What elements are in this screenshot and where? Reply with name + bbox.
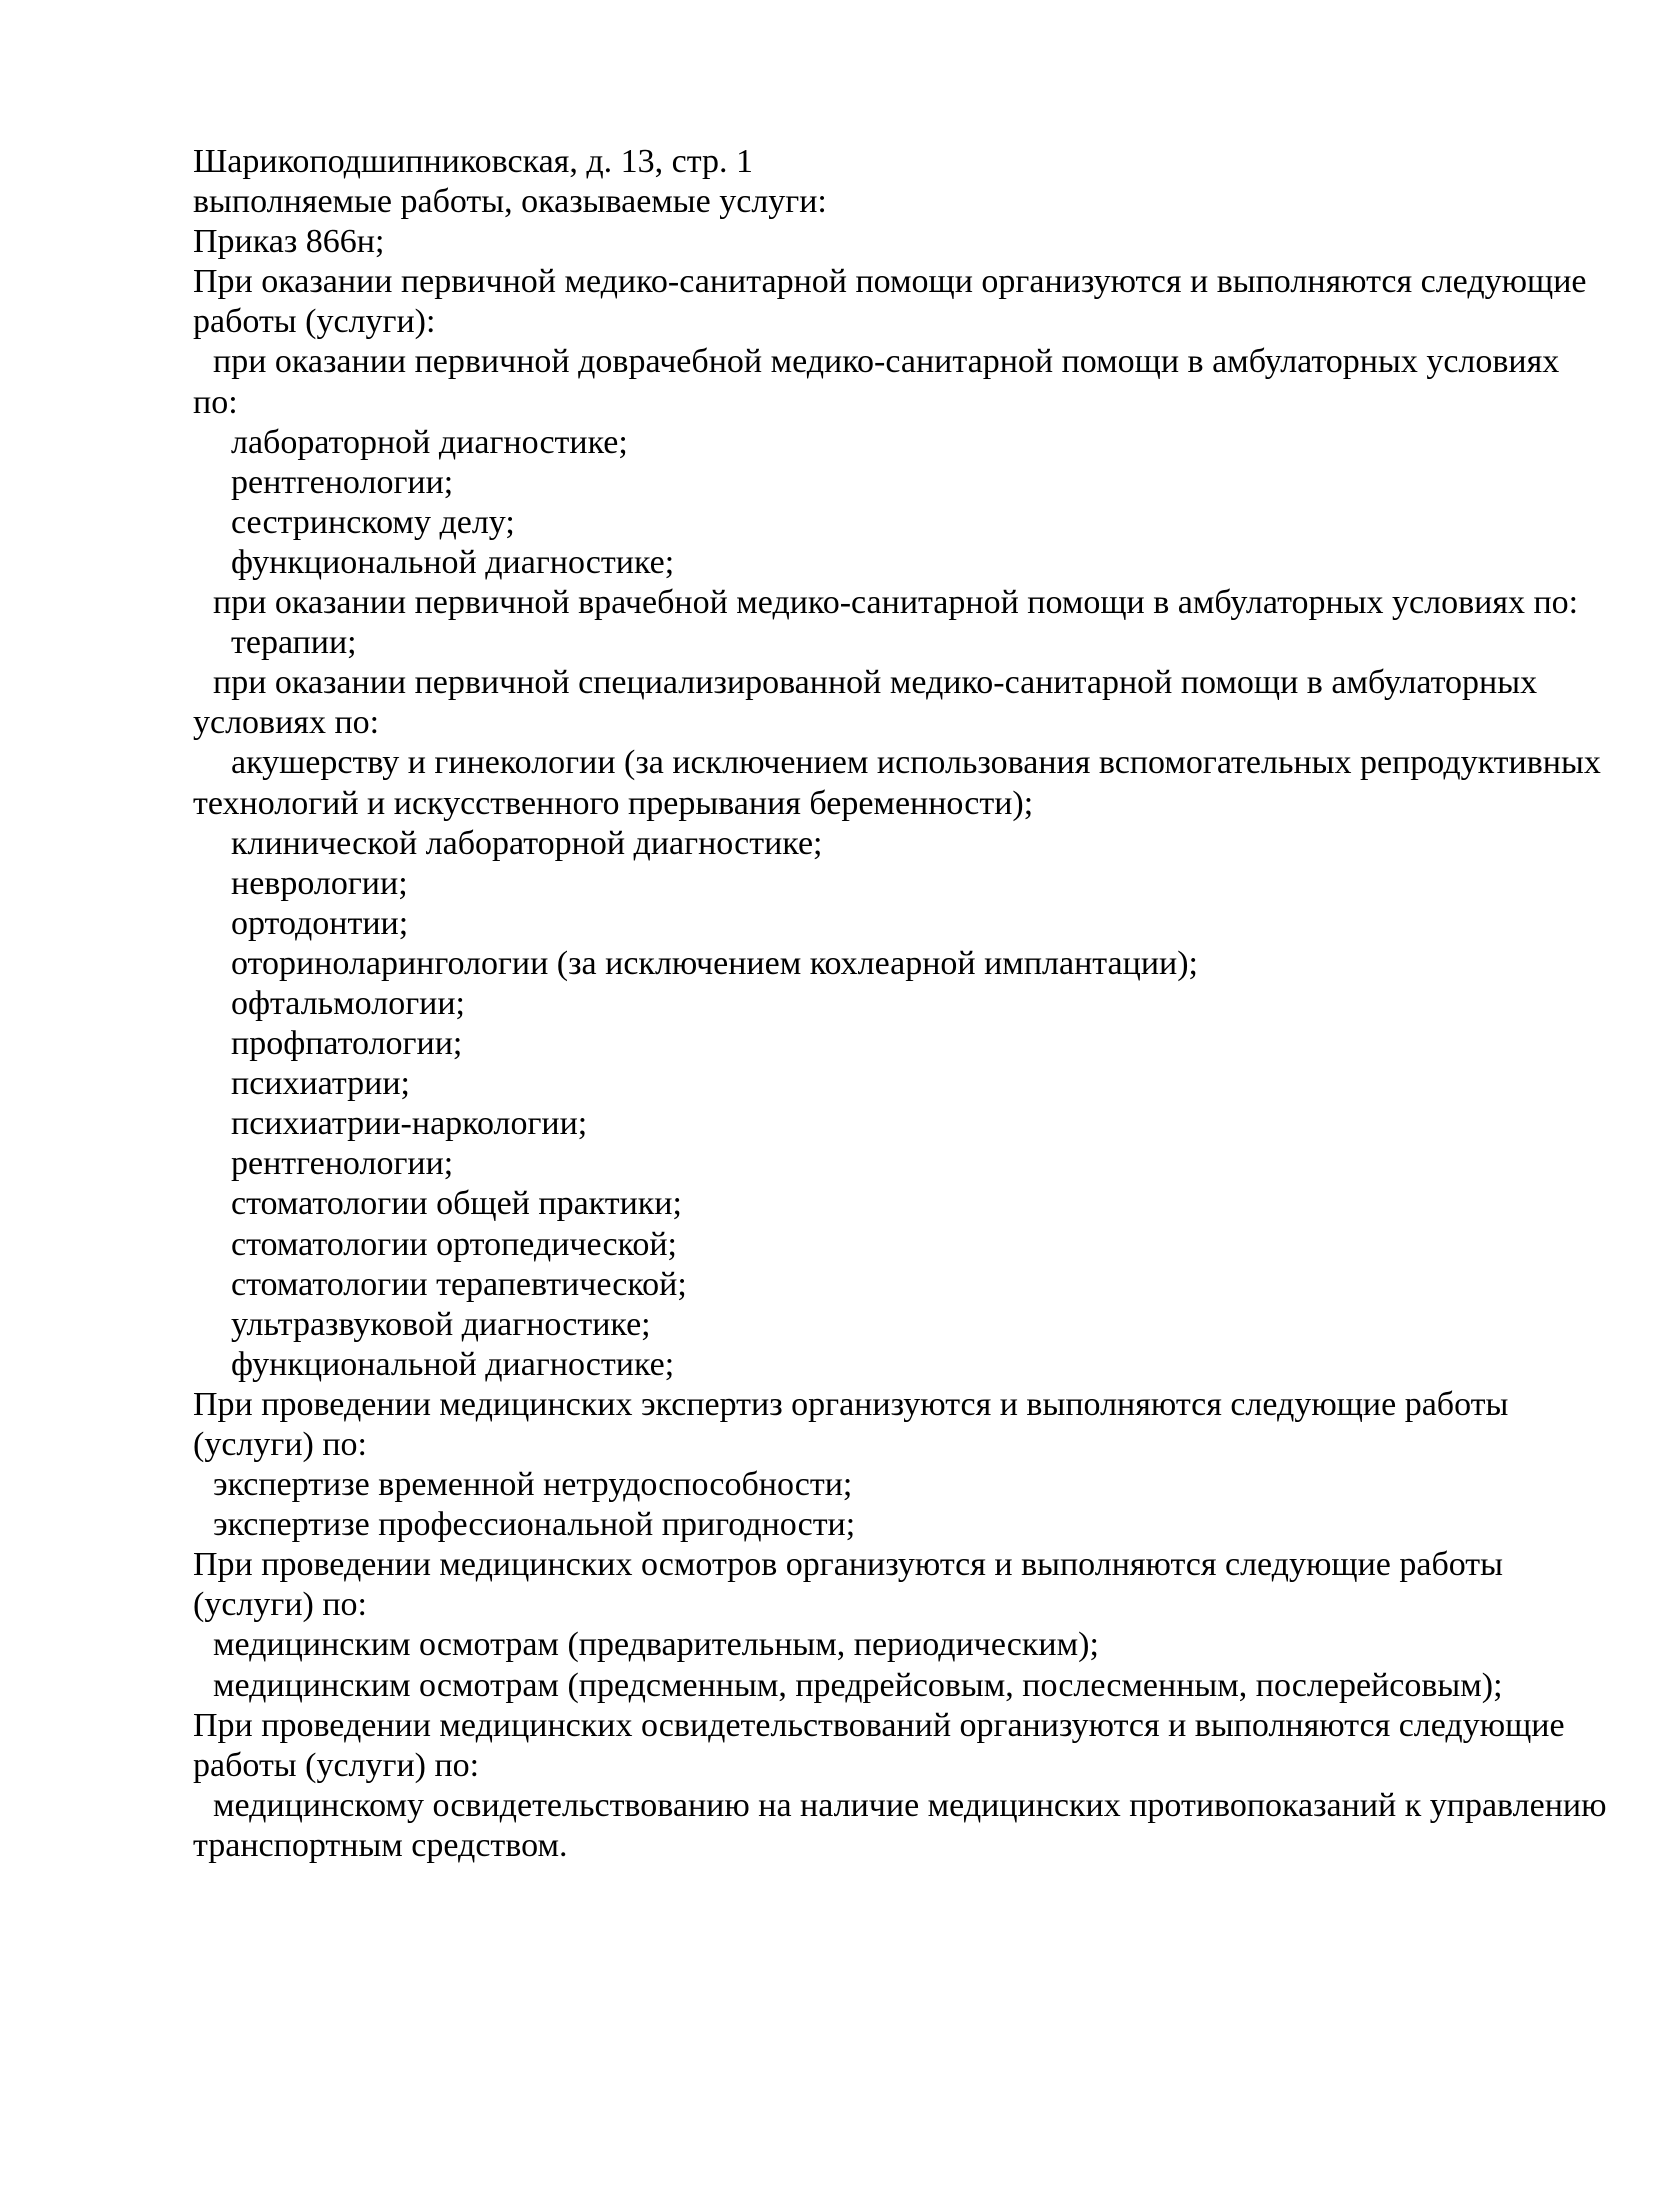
document-line: При оказании первичной медико-санитарной помощи организуются и выполняются следующие [193, 263, 1587, 301]
document-line: экспертизе профессиональной пригодности; [213, 1506, 856, 1544]
document-line: лабораторной диагностике; [231, 423, 628, 461]
license-services-text [193, 142, 1623, 1866]
document-line: При проведении медицинских осмотров организуются и выполняются следующие работы [193, 1546, 1503, 1584]
document-line: условиях по: [193, 704, 380, 742]
document-line: по: [193, 383, 238, 421]
document-line: Приказ 866н; [193, 223, 385, 261]
document-line: (услуги) по: [193, 1426, 367, 1463]
document-line: экспертизе временной нетрудоспособности; [213, 1466, 853, 1504]
document-line: При проведении медицинских экспертиз организуются и выполняются следующие работы [193, 1385, 1509, 1423]
document-line: при оказании первичной доврачебной медико-санитарной помощи в амбулаторных условиях [213, 343, 1560, 381]
document-line: акушерству и гинекологии (за исключением использования вспомогательных репродуктивных [231, 744, 1601, 782]
document-line: при оказании первичной врачебной медико-санитарной помощи в амбулаторных условиях по: [213, 584, 1579, 622]
document-line: офтальмологии; [231, 984, 465, 1022]
document-line: функциональной диагностике; [231, 1345, 675, 1383]
document-line: стоматологии общей практики; [231, 1185, 682, 1223]
document-line: психиатрии-наркологии; [231, 1105, 588, 1143]
document-line: стоматологии ортопедической; [231, 1225, 677, 1263]
document-line: неврологии; [231, 864, 408, 902]
document-line: медицинскому освидетельствованию на наличие медицинских противопоказаний к управлению [213, 1786, 1607, 1824]
document-line: медицинским осмотрам (предварительным, периодическим); [213, 1626, 1099, 1664]
document-line: медицинским осмотрам (предсменным, предрейсовым, послесменным, послерейсовым); [213, 1666, 1503, 1704]
document-line: терапии; [231, 624, 357, 662]
document-line: стоматологии терапевтической; [231, 1265, 687, 1303]
document-line: клинической лабораторной диагностике; [231, 824, 823, 862]
document-line: Шарикоподшипниковская, д. 13, стр. 1 [193, 143, 753, 180]
document-line: (услуги) по: [193, 1586, 367, 1624]
document-line: транспортным средством. [193, 1826, 568, 1864]
document-line: профпатологии; [231, 1025, 463, 1063]
document-line: функциональной диагностике; [231, 543, 675, 581]
document-line: при оказании первичной специализированной медико-санитарной помощи в амбулаторных [213, 664, 1538, 702]
document-line: работы (услуги) по: [193, 1746, 480, 1784]
document-line: выполняемые работы, оказываемые услуги: [193, 183, 827, 221]
document-line: психиатрии; [231, 1065, 410, 1103]
document-line: оториноларингологии (за исключением кохлеарной имплантации); [231, 944, 1198, 982]
document-line: ультразвуковой диагностике; [231, 1305, 651, 1343]
document-line: работы (услуги): [193, 303, 436, 341]
document-line: рентгенологии; [231, 463, 454, 501]
document-line: ортодонтии; [231, 904, 409, 942]
document-line: технологий и искусственного прерывания беременности); [193, 784, 1034, 822]
document-line: сестринскому делу; [231, 503, 515, 541]
document-line: При проведении медицинских освидетельствований организуются и выполняются следующие [193, 1706, 1565, 1744]
document-line: рентгенологии; [231, 1145, 454, 1183]
